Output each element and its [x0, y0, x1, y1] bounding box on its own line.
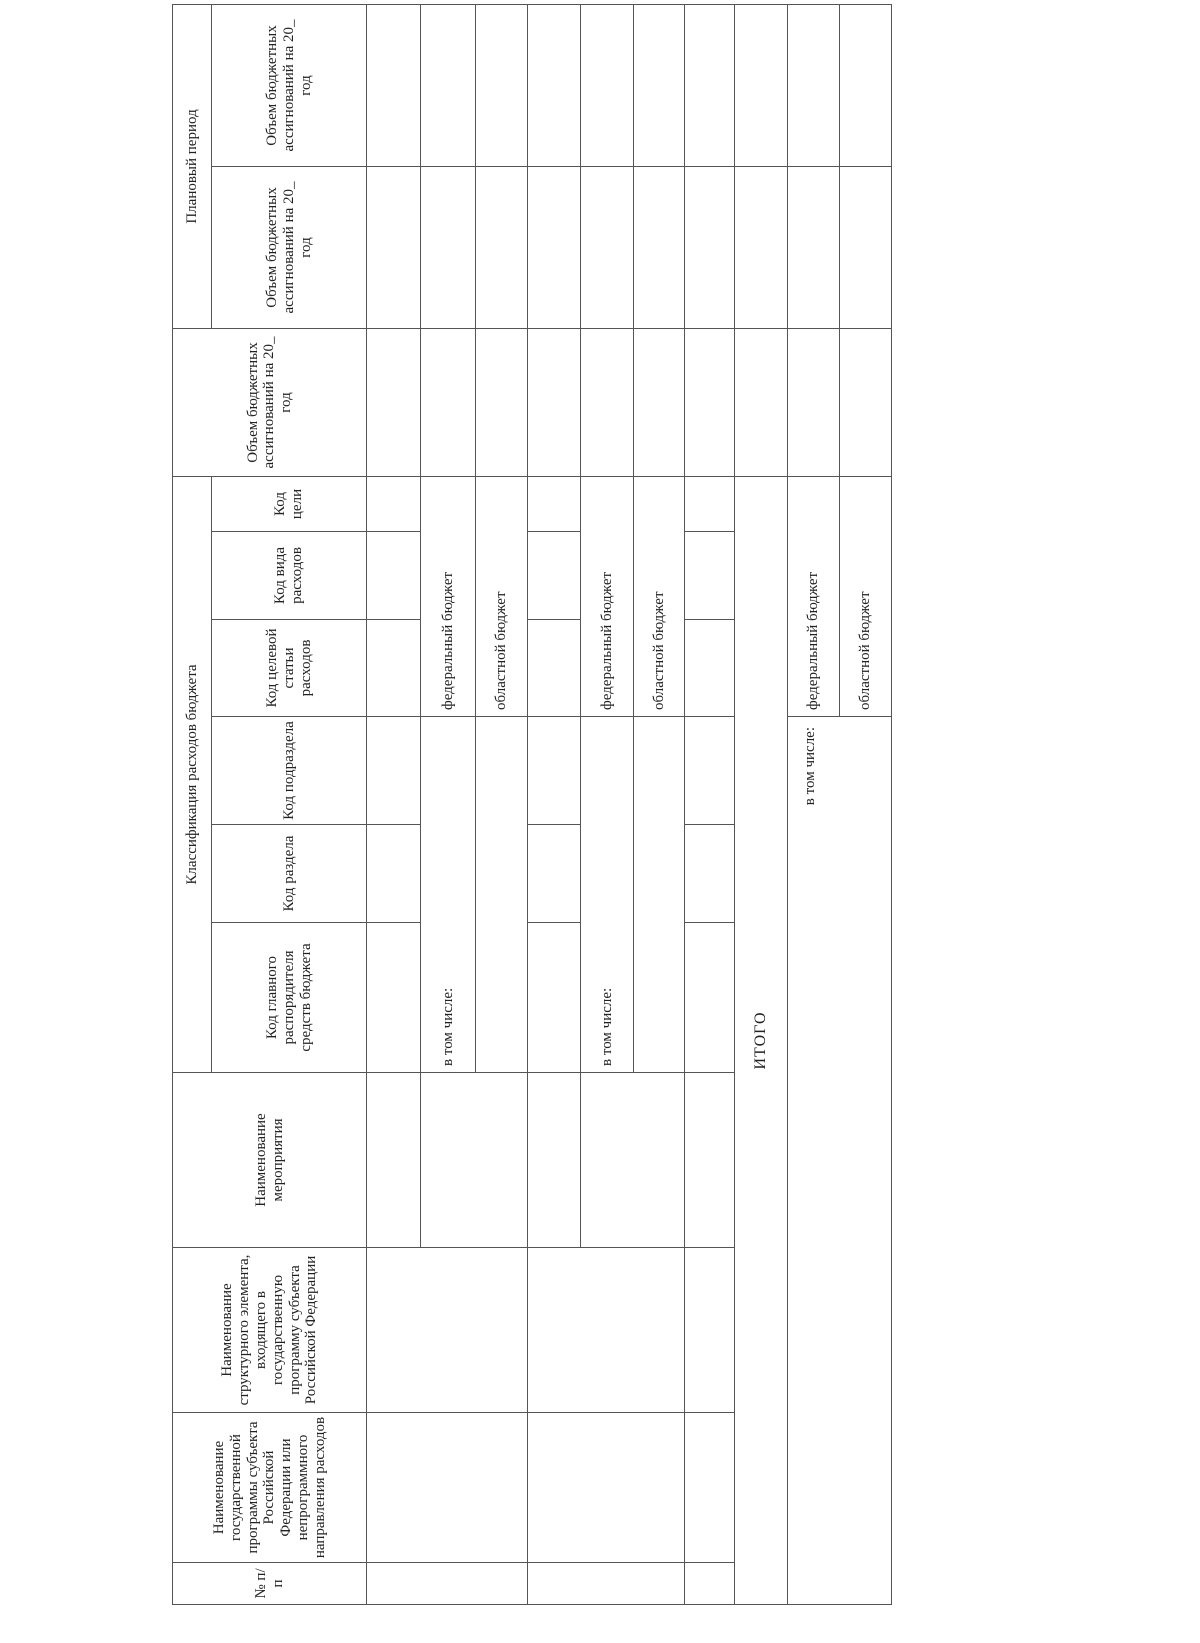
- cell: [684, 825, 735, 923]
- label-including: в том числе:: [421, 717, 475, 1073]
- total-federal-row: [788, 4, 840, 1604]
- header-volume-plan1: Объем бюджетных ассигнований на 20_ год: [212, 166, 367, 328]
- header-num: № п/п: [173, 1563, 367, 1605]
- label-including: в том числе:: [581, 717, 634, 1073]
- label-federal: федеральный бюджет: [421, 476, 475, 716]
- cell-element: [528, 1248, 684, 1413]
- cell: [684, 476, 735, 531]
- header-planned-period: Плановый период: [173, 4, 212, 328]
- cell: [528, 620, 581, 717]
- cell: [840, 328, 892, 476]
- total-label: ИТОГО: [735, 476, 788, 1604]
- cell: [634, 4, 685, 166]
- cell: [528, 166, 581, 328]
- cell: [367, 923, 421, 1073]
- cell: [684, 1073, 735, 1248]
- label-including-total: в том числе:: [788, 717, 892, 1605]
- label-federal: федеральный бюджет: [581, 476, 634, 716]
- cell: [684, 923, 735, 1073]
- table-row: [528, 4, 581, 1604]
- header-event: Наименование мероприятия: [173, 1073, 367, 1248]
- cell: [840, 166, 892, 328]
- label-regional: областной бюджет: [475, 476, 528, 716]
- cell-num: [367, 1563, 528, 1605]
- cell: [528, 717, 581, 825]
- header-classification: Классификация расходов бюджета: [173, 476, 212, 1072]
- table-row: [684, 4, 735, 1604]
- cell: [367, 825, 421, 923]
- header-section: Код раздела: [212, 825, 367, 923]
- cell: [421, 166, 475, 328]
- cell: [788, 166, 840, 328]
- label-regional: областной бюджет: [634, 476, 685, 716]
- cell: [684, 166, 735, 328]
- cell: [367, 166, 421, 328]
- cell: [367, 328, 421, 476]
- cell-event: [528, 1073, 581, 1248]
- header-volume-plan2: Объем бюджетных ассигнований на 20_ год: [212, 4, 367, 166]
- cell: [528, 4, 581, 166]
- cell-element: [367, 1248, 528, 1413]
- cell: [684, 4, 735, 166]
- cell: [528, 328, 581, 476]
- cell: [684, 717, 735, 825]
- cell: [367, 476, 421, 531]
- cell: [528, 923, 581, 1073]
- header-element: Наименование структурного элемента, входящего в государственную программу субъекта Российской Федерации: [173, 1248, 367, 1413]
- header-expense-type: Код вида расходов: [212, 532, 367, 620]
- cell: [788, 4, 840, 166]
- cell-program: [528, 1413, 684, 1563]
- cell: [475, 166, 528, 328]
- cell-event: [367, 1073, 421, 1248]
- cell: [581, 4, 634, 166]
- header-grbs: Код главного распорядителя средств бюджета: [212, 923, 367, 1073]
- header-program: Наименование государственной программы субъекта Российской Федерации или непрограммного направления расходов: [173, 1413, 367, 1563]
- cell: [367, 4, 421, 166]
- cell: [840, 4, 892, 166]
- cell-event: [421, 1073, 528, 1248]
- header-target-item: Код целевой статьи расходов: [212, 620, 367, 717]
- cell: [475, 328, 528, 476]
- cell-event: [581, 1073, 685, 1248]
- cell: [684, 620, 735, 717]
- cell-num: [528, 1563, 684, 1605]
- cell: [634, 166, 685, 328]
- label-federal-total: федеральный бюджет: [788, 476, 840, 716]
- header-row-1: [173, 4, 212, 1604]
- cell: [684, 1563, 735, 1605]
- cell: [367, 717, 421, 825]
- cell: [684, 1248, 735, 1413]
- cell: [528, 825, 581, 923]
- cell: [788, 328, 840, 476]
- cell: [581, 166, 634, 328]
- cell: [475, 4, 528, 166]
- header-purpose: Код цели: [212, 476, 367, 531]
- cell: [367, 620, 421, 717]
- cell-total-plan1: [735, 166, 788, 328]
- total-row: [735, 4, 788, 1604]
- cell-total-current: [735, 328, 788, 476]
- cell: [684, 328, 735, 476]
- cell: [684, 1413, 735, 1563]
- cell: [421, 328, 475, 476]
- cell: [634, 328, 685, 476]
- rotated-table-wrapper: [172, 5, 892, 1605]
- table-row: [367, 4, 421, 1604]
- header-volume-current: Объем бюджетных ассигнований на 20_ год: [173, 328, 367, 476]
- cell: [634, 717, 685, 1073]
- label-regional-total: областной бюджет: [840, 476, 892, 716]
- budget-allocation-table: [172, 4, 892, 1605]
- cell: [684, 532, 735, 620]
- cell: [367, 532, 421, 620]
- cell-program: [367, 1413, 528, 1563]
- header-subsection: Код подраздела: [212, 717, 367, 825]
- cell-total-plan2: [735, 4, 788, 166]
- cell: [475, 717, 528, 1073]
- cell: [421, 4, 475, 166]
- cell: [581, 328, 634, 476]
- cell: [528, 532, 581, 620]
- cell: [528, 476, 581, 531]
